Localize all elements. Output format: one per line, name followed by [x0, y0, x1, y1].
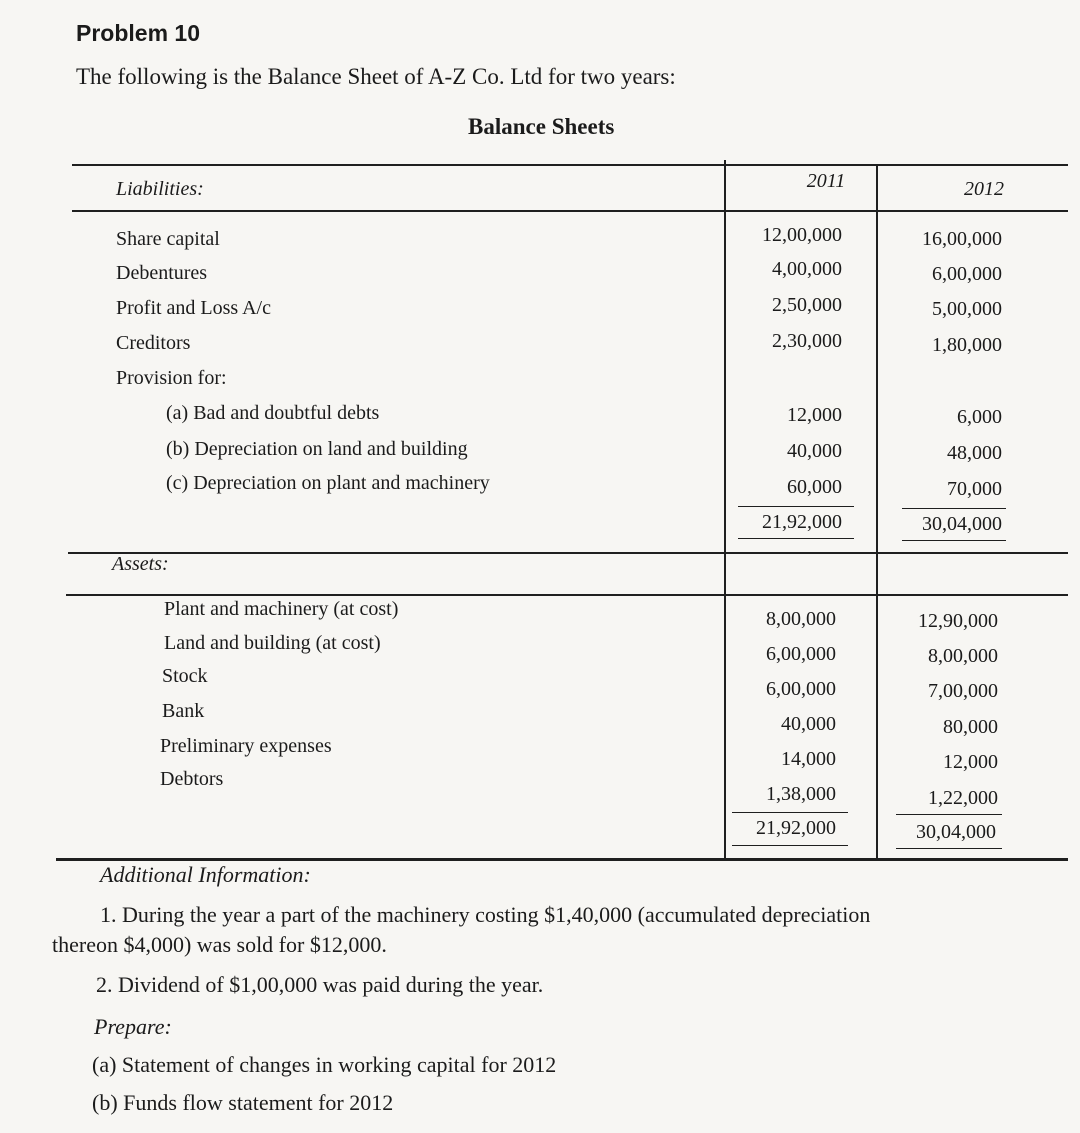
- liabilities-total-2011: 21,92,000: [762, 511, 842, 533]
- additional-info-title: Additional Information:: [100, 862, 311, 887]
- value-2011: 14,000: [781, 748, 836, 770]
- value-2012: 7,00,000: [928, 680, 998, 702]
- assets-header-rule: [66, 594, 1068, 596]
- table-bottom-rule: [56, 858, 1068, 861]
- value-2012: 16,00,000: [922, 228, 1002, 250]
- total-rule-2011: [738, 506, 854, 507]
- assets-total-rule-2012: [896, 814, 1002, 815]
- value-2012: 12,90,000: [918, 610, 998, 632]
- row-label: Stock: [162, 665, 208, 687]
- total-rule-2012: [902, 508, 1006, 509]
- row-label: Share capital: [116, 228, 220, 250]
- row-label: Debentures: [116, 262, 208, 284]
- value-2012: 6,000: [957, 406, 1002, 428]
- row-label: Debtors: [160, 768, 224, 790]
- assets-total-underline-2012: [896, 848, 1002, 849]
- value-2011: 8,00,000: [766, 608, 836, 630]
- value-2012: 8,00,000: [928, 645, 998, 667]
- assets-total-2011: 21,92,000: [756, 817, 836, 839]
- intro-text: The following is the Balance Sheet of A-Z Co. Ltd for two years:: [76, 64, 676, 89]
- prepare-label: Prepare:: [94, 1014, 172, 1039]
- value-2011: 4,00,000: [772, 258, 842, 280]
- table-top-rule: [72, 164, 1068, 166]
- assets-total-2012: 30,04,000: [916, 821, 996, 843]
- value-2011: 2,30,000: [772, 330, 842, 352]
- value-2012: 12,000: [943, 751, 998, 773]
- year-2012-header: 2012: [964, 178, 1004, 200]
- row-label: Provision for:: [116, 367, 227, 389]
- value-2012: 5,00,000: [932, 298, 1002, 320]
- row-label: Bank: [162, 700, 205, 722]
- value-2012: 1,22,000: [928, 787, 998, 809]
- row-label: (a) Bad and doubtful debts: [166, 402, 380, 424]
- total-underline-2011: [738, 538, 854, 539]
- value-2011: 2,50,000: [772, 294, 842, 316]
- info-1-line-1: 1. During the year a part of the machinery costing $1,40,000 (accumulated depreciation: [100, 902, 871, 927]
- liabilities-heading: Liabilities:: [116, 178, 204, 200]
- value-2011: 60,000: [787, 476, 842, 498]
- value-2012: 80,000: [943, 716, 998, 738]
- value-2011: 6,00,000: [766, 678, 836, 700]
- assets-total-underline-2011: [732, 845, 848, 846]
- row-label: Preliminary expenses: [160, 735, 332, 757]
- info-1-line-2: thereon $4,000) was sold for $12,000.: [52, 932, 387, 957]
- row-label: Plant and machinery (at cost): [164, 598, 399, 620]
- value-2012: 70,000: [947, 478, 1002, 500]
- assets-total-rule-2011: [732, 812, 848, 813]
- value-2011: 12,00,000: [762, 224, 842, 246]
- assets-heading: Assets:: [112, 553, 169, 575]
- prepare-item-a: (a) Statement of changes in working capital for 2012: [92, 1052, 557, 1077]
- problem-title: Problem 10: [76, 20, 200, 46]
- row-label: (c) Depreciation on plant and machinery: [166, 472, 490, 494]
- value-2011: 6,00,000: [766, 643, 836, 665]
- liabilities-bottom-rule: [68, 552, 1068, 554]
- liabilities-total-2012: 30,04,000: [922, 513, 1002, 535]
- row-label: Profit and Loss A/c: [116, 297, 271, 319]
- value-2012: 48,000: [947, 442, 1002, 464]
- year-2011-header: 2011: [806, 170, 846, 192]
- total-underline-2012: [902, 540, 1006, 541]
- row-label: (b) Depreciation on land and building: [166, 438, 468, 460]
- info-2: 2. Dividend of $1,00,000 was paid during the year.: [96, 972, 544, 997]
- row-label: Land and building (at cost): [164, 632, 381, 654]
- value-2011: 12,000: [787, 404, 842, 426]
- table-title: Balance Sheets: [468, 114, 615, 139]
- value-2012: 1,80,000: [932, 334, 1002, 356]
- value-2011: 1,38,000: [766, 783, 836, 805]
- row-label: Creditors: [116, 332, 191, 354]
- value-2011: 40,000: [787, 440, 842, 462]
- value-2011: 40,000: [781, 713, 836, 735]
- header-bottom-rule: [72, 210, 1068, 212]
- value-2012: 6,00,000: [932, 263, 1002, 285]
- prepare-item-b: (b) Funds flow statement for 2012: [92, 1090, 394, 1115]
